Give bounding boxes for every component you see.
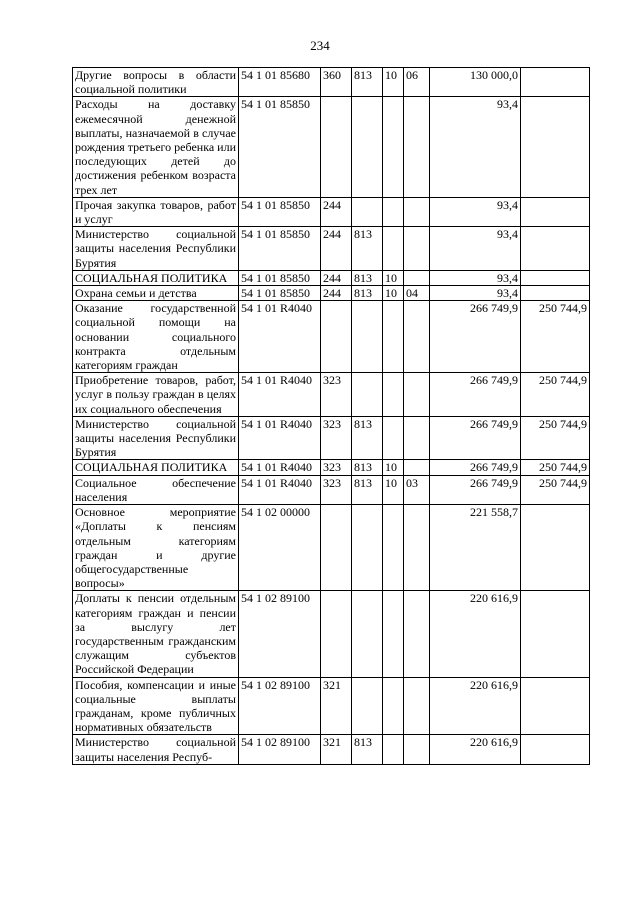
section-cell	[383, 677, 404, 735]
table-row	[73, 197, 590, 226]
section-cell	[383, 301, 404, 373]
admin-code-cell: 813	[352, 475, 383, 504]
section-cell: 10	[383, 475, 404, 504]
subsection-cell	[404, 677, 430, 735]
row-name-cell: Основное мероприятие «Доплаты к пенсиям отдельным категориям граждан и другие общегосударственные вопросы»	[73, 505, 239, 591]
subsection-cell	[404, 227, 430, 271]
admin-code-cell	[352, 677, 383, 735]
table-row	[73, 460, 590, 475]
amount-cell: 93,4	[430, 227, 521, 271]
amount-cell: 93,4	[430, 197, 521, 226]
row-name-cell: Доплаты к пенсии отдельным категориям граждан и пенсии за выслугу лет государственным гражданским служащим субъектов Российской Федерации	[73, 591, 239, 677]
target-code-cell: 54 1 02 89100	[239, 735, 321, 764]
amount-second-cell	[521, 591, 590, 677]
row-name-cell: Другие вопросы в области социальной политики	[73, 68, 239, 97]
amount-second-cell	[521, 286, 590, 301]
amount-cell: 93,4	[430, 97, 521, 197]
subsection-cell	[404, 97, 430, 197]
target-code-cell: 54 1 01 85850	[239, 97, 321, 197]
subsection-cell	[404, 301, 430, 373]
table-row	[73, 505, 590, 591]
admin-code-cell	[352, 301, 383, 373]
amount-cell: 266 749,9	[430, 416, 521, 460]
amount-cell: 220 616,9	[430, 677, 521, 735]
amount-cell: 221 558,7	[430, 505, 521, 591]
row-name-cell: Пособия, компенсации и иные социальные выплаты гражданам, кроме публичных нормативных обязательств	[73, 677, 239, 735]
row-name-cell: Министерство социальной защиты населения Республики Бурятия	[73, 227, 239, 271]
subsection-cell	[404, 591, 430, 677]
amount-second-cell: 250 744,9	[521, 373, 590, 417]
expense-type-cell	[321, 505, 352, 591]
subsection-cell	[404, 735, 430, 764]
row-name-cell: Социальное обеспечение населения	[73, 475, 239, 504]
amount-second-cell: 250 744,9	[521, 475, 590, 504]
table-row	[73, 68, 590, 97]
expense-type-cell: 244	[321, 197, 352, 226]
subsection-cell	[404, 416, 430, 460]
amount-cell: 266 749,9	[430, 301, 521, 373]
admin-code-cell	[352, 591, 383, 677]
budget-table	[72, 67, 590, 765]
target-code-cell: 54 1 02 00000	[239, 505, 321, 591]
admin-code-cell	[352, 97, 383, 197]
expense-type-cell: 321	[321, 677, 352, 735]
table-row	[73, 286, 590, 301]
expense-type-cell: 360	[321, 68, 352, 97]
amount-second-cell	[521, 227, 590, 271]
table-row	[73, 416, 590, 460]
subsection-cell	[404, 505, 430, 591]
section-cell	[383, 505, 404, 591]
expense-type-cell: 244	[321, 227, 352, 271]
admin-code-cell: 813	[352, 735, 383, 764]
section-cell: 10	[383, 460, 404, 475]
expense-type-cell: 323	[321, 416, 352, 460]
table-row	[73, 591, 590, 677]
section-cell	[383, 373, 404, 417]
target-code-cell: 54 1 01 R4040	[239, 460, 321, 475]
section-cell	[383, 227, 404, 271]
amount-second-cell	[521, 677, 590, 735]
section-cell: 10	[383, 68, 404, 97]
subsection-cell: 04	[404, 286, 430, 301]
table-row	[73, 475, 590, 504]
section-cell	[383, 97, 404, 197]
target-code-cell: 54 1 01 R4040	[239, 373, 321, 417]
target-code-cell: 54 1 01 R4040	[239, 301, 321, 373]
admin-code-cell	[352, 505, 383, 591]
row-name-cell: Прочая закупка товаров, работ и услуг	[73, 197, 239, 226]
target-code-cell: 54 1 02 89100	[239, 591, 321, 677]
table-row	[73, 373, 590, 417]
row-name-cell: Министерство социальной защиты населения Республики Бурятия	[73, 416, 239, 460]
target-code-cell: 54 1 01 85850	[239, 270, 321, 285]
target-code-cell: 54 1 01 85680	[239, 68, 321, 97]
subsection-cell	[404, 460, 430, 475]
table-row	[73, 270, 590, 285]
table-row	[73, 97, 590, 197]
subsection-cell	[404, 270, 430, 285]
amount-second-cell	[521, 505, 590, 591]
amount-second-cell	[521, 735, 590, 764]
amount-second-cell	[521, 68, 590, 97]
row-name-cell: СОЦИАЛЬНАЯ ПОЛИТИКА	[73, 460, 239, 475]
subsection-cell	[404, 197, 430, 226]
amount-second-cell: 250 744,9	[521, 416, 590, 460]
row-name-cell: Приобретение товаров, работ, услуг в пользу граждан в целях их социального обеспечения	[73, 373, 239, 417]
admin-code-cell	[352, 373, 383, 417]
amount-second-cell: 250 744,9	[521, 301, 590, 373]
section-cell: 10	[383, 286, 404, 301]
expense-type-cell	[321, 301, 352, 373]
amount-cell: 130 000,0	[430, 68, 521, 97]
admin-code-cell: 813	[352, 460, 383, 475]
section-cell: 10	[383, 270, 404, 285]
row-name-cell: Расходы на доставку ежемесячной денежной выплаты, назначаемой в случае рождения третьего ребенка или последующих детей до достижения ребенком возраста трех лет	[73, 97, 239, 197]
amount-second-cell	[521, 97, 590, 197]
section-cell	[383, 197, 404, 226]
target-code-cell: 54 1 01 85850	[239, 197, 321, 226]
table-row	[73, 227, 590, 271]
expense-type-cell: 323	[321, 475, 352, 504]
expense-type-cell: 244	[321, 270, 352, 285]
expense-type-cell	[321, 97, 352, 197]
row-name-cell: Охрана семьи и детства	[73, 286, 239, 301]
table-row	[73, 735, 590, 764]
target-code-cell: 54 1 01 R4040	[239, 475, 321, 504]
target-code-cell: 54 1 01 85850	[239, 286, 321, 301]
subsection-cell: 03	[404, 475, 430, 504]
expense-type-cell: 323	[321, 460, 352, 475]
subsection-cell: 06	[404, 68, 430, 97]
row-name-cell: Министерство социальной защиты населения Респуб-	[73, 735, 239, 764]
admin-code-cell: 813	[352, 227, 383, 271]
page-number: 234	[310, 38, 330, 53]
expense-type-cell: 321	[321, 735, 352, 764]
target-code-cell: 54 1 02 89100	[239, 677, 321, 735]
admin-code-cell	[352, 197, 383, 226]
amount-cell: 220 616,9	[430, 591, 521, 677]
admin-code-cell: 813	[352, 68, 383, 97]
amount-second-cell	[521, 197, 590, 226]
amount-cell: 266 749,9	[430, 460, 521, 475]
admin-code-cell: 813	[352, 286, 383, 301]
target-code-cell: 54 1 01 R4040	[239, 416, 321, 460]
amount-cell: 220 616,9	[430, 735, 521, 764]
amount-second-cell	[521, 270, 590, 285]
row-name-cell: Оказание государственной социальной помощи на основании социального контракта отдельным категориям граждан	[73, 301, 239, 373]
amount-cell: 93,4	[430, 286, 521, 301]
admin-code-cell: 813	[352, 416, 383, 460]
expense-type-cell: 323	[321, 373, 352, 417]
table-row	[73, 677, 590, 735]
target-code-cell: 54 1 01 85850	[239, 227, 321, 271]
amount-second-cell: 250 744,9	[521, 460, 590, 475]
amount-cell: 266 749,9	[430, 475, 521, 504]
table-row	[73, 301, 590, 373]
amount-cell: 266 749,9	[430, 373, 521, 417]
expense-type-cell: 244	[321, 286, 352, 301]
section-cell	[383, 735, 404, 764]
row-name-cell: СОЦИАЛЬНАЯ ПОЛИТИКА	[73, 270, 239, 285]
subsection-cell	[404, 373, 430, 417]
section-cell	[383, 416, 404, 460]
amount-cell: 93,4	[430, 270, 521, 285]
admin-code-cell: 813	[352, 270, 383, 285]
expense-type-cell	[321, 591, 352, 677]
section-cell	[383, 591, 404, 677]
